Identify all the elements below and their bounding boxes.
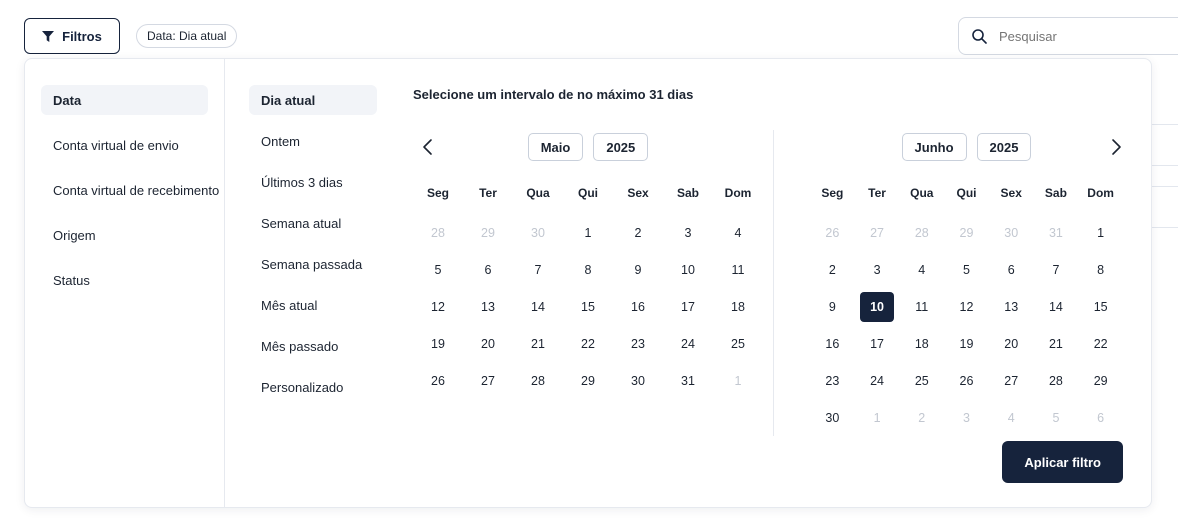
toolbar <box>0 0 1178 60</box>
calendar-day[interactable]: 30 <box>825 410 840 425</box>
calendar-week-row <box>413 214 763 251</box>
calendar-day[interactable]: 31 <box>681 373 695 388</box>
calendar-day[interactable]: 19 <box>959 336 974 351</box>
calendar-day[interactable]: 29 <box>581 373 595 388</box>
calendar-day[interactable]: 28 <box>1048 373 1063 388</box>
weekday-label: Ter <box>868 186 886 200</box>
calendar-day[interactable]: 29 <box>959 225 974 240</box>
search-icon <box>971 28 987 44</box>
preset-label: Últimos 3 dias <box>261 174 343 190</box>
calendar-day[interactable]: 3 <box>684 225 692 240</box>
sidebar-item-label: Conta virtual de envio <box>53 137 179 153</box>
year-select-right-label: 2025 <box>989 139 1019 155</box>
calendar-day[interactable]: 29 <box>481 225 495 240</box>
calendar-day[interactable]: 25 <box>914 373 929 388</box>
calendars <box>413 130 1123 436</box>
weekday-label: Sex <box>627 186 649 200</box>
sidebar-item-data[interactable] <box>41 85 208 115</box>
calendar-week-row <box>413 325 763 362</box>
preset-semana-passada[interactable] <box>249 249 377 279</box>
calendar-week-row <box>810 362 1123 399</box>
sidebar-item-label: Origem <box>53 227 96 243</box>
sidebar-item-status[interactable] <box>41 265 208 295</box>
filter-chip-date-label: Data: Dia atual <box>147 29 227 43</box>
calendar-week-row <box>810 399 1123 436</box>
weekday-label: Sab <box>1044 186 1067 200</box>
calendar-left-header <box>413 130 763 164</box>
search-box[interactable] <box>958 17 1178 55</box>
calendar-week-row <box>413 251 763 288</box>
calendar-day[interactable]: 3 <box>873 262 881 277</box>
calendar-day[interactable]: 14 <box>1048 299 1063 314</box>
filters-button-label: Filtros <box>62 28 102 44</box>
next-month-icon[interactable] <box>1103 134 1129 160</box>
calendar-day[interactable]: 26 <box>825 225 840 240</box>
weekday-label: Qui <box>956 186 977 200</box>
calendar-day[interactable]: 6 <box>1097 410 1105 425</box>
preset-mes-passado[interactable] <box>249 331 377 361</box>
calendar-day[interactable]: 24 <box>681 336 695 351</box>
calendar-day[interactable]: 24 <box>870 373 885 388</box>
apply-filter-button[interactable]: Aplicar filtro <box>1002 441 1123 483</box>
calendar-day[interactable]: 21 <box>1048 336 1063 351</box>
preset-semana-atual[interactable] <box>249 208 377 238</box>
calendar-day[interactable]: 5 <box>1052 410 1060 425</box>
calendar-day[interactable]: 29 <box>1093 373 1108 388</box>
calendar-day[interactable]: 11 <box>915 299 929 314</box>
calendar-day[interactable]: 31 <box>1048 225 1063 240</box>
calendar-day[interactable]: 16 <box>631 299 645 314</box>
month-select-right[interactable] <box>902 133 967 161</box>
year-select-right[interactable] <box>977 133 1032 161</box>
calendar-day[interactable]: 7 <box>1052 262 1060 277</box>
calendar-day[interactable]: 1 <box>734 373 742 388</box>
calendar-day[interactable]: 15 <box>1093 299 1108 314</box>
calendar-day[interactable]: 27 <box>1004 373 1019 388</box>
preset-label: Mês atual <box>261 297 318 313</box>
preset-label: Mês passado <box>261 338 339 354</box>
calendar-day[interactable]: 4 <box>734 225 742 240</box>
weekday-label: Dom <box>1087 186 1114 200</box>
calendar-left <box>413 130 763 436</box>
sidebar-item-label: Status <box>53 272 90 288</box>
calendar-right-header <box>810 130 1123 164</box>
prev-month-icon[interactable] <box>415 134 441 160</box>
search-input[interactable] <box>997 28 1167 45</box>
calendar-day[interactable]: 8 <box>1097 262 1105 277</box>
weekday-label: Sex <box>1000 186 1022 200</box>
preset-mes-atual[interactable] <box>249 290 377 320</box>
calendar-day[interactable]: 12 <box>959 299 974 314</box>
preset-ultimos-3-dias[interactable] <box>249 167 377 197</box>
preset-personalizado[interactable] <box>249 372 377 402</box>
calendar-week-row <box>810 288 1123 325</box>
calendar-day[interactable]: 19 <box>431 336 445 351</box>
calendar-day[interactable]: 13 <box>481 299 495 314</box>
calendar-day[interactable]: 27 <box>481 373 495 388</box>
sidebar-item-label: Data <box>53 92 82 108</box>
calendar-day[interactable]: 3 <box>963 410 970 425</box>
calendar-day[interactable]: 23 <box>825 373 840 388</box>
preset-label: Semana passada <box>261 256 363 272</box>
preset-label: Personalizado <box>261 379 344 395</box>
weekday-row-left <box>413 180 763 214</box>
sidebar-item-origem[interactable] <box>41 220 208 250</box>
filters-button[interactable] <box>24 18 120 54</box>
calendar-day[interactable]: 7 <box>534 262 542 277</box>
calendar-day[interactable]: 26 <box>431 373 445 388</box>
calendar-day[interactable]: 14 <box>531 299 545 314</box>
calendar-day[interactable]: 9 <box>828 299 836 314</box>
year-select-left[interactable] <box>593 133 648 161</box>
month-select-left[interactable] <box>528 133 584 161</box>
funnel-icon <box>42 31 54 42</box>
calendar-day[interactable]: 10 <box>855 288 900 325</box>
calendar-day[interactable]: 1 <box>1097 225 1105 240</box>
date-preset-list <box>225 59 393 507</box>
calendar-day[interactable]: 6 <box>1007 262 1015 277</box>
month-select-left-label: Maio <box>540 139 571 155</box>
weekday-label: Seg <box>821 186 844 200</box>
calendar-day[interactable]: 25 <box>731 336 745 351</box>
sidebar-item-conta-virtual-recebimento[interactable] <box>41 175 220 205</box>
filter-chip-date[interactable] <box>136 24 237 48</box>
calendar-area <box>393 59 1151 507</box>
calendar-day[interactable]: 1 <box>584 225 592 240</box>
weekday-row-right <box>810 180 1123 214</box>
preset-label: Semana atual <box>261 215 342 231</box>
weekday-label: Dom <box>724 186 752 200</box>
preset-label: Dia atual <box>261 92 316 108</box>
calendar-left-grid <box>413 214 763 399</box>
calendar-day[interactable]: 2 <box>918 410 926 425</box>
calendar-day[interactable]: 5 <box>963 262 970 277</box>
weekday-label: Seg <box>426 186 449 200</box>
weekday-label: Ter <box>479 186 497 200</box>
calendar-day[interactable]: 23 <box>631 336 645 351</box>
calendar-day[interactable]: 18 <box>731 299 745 314</box>
filters-panel <box>24 58 1152 508</box>
calendar-day[interactable]: 17 <box>681 299 695 314</box>
calendar-day[interactable]: 13 <box>1004 299 1019 314</box>
calendar-day[interactable]: 20 <box>481 336 495 351</box>
calendar-day[interactable]: 6 <box>484 262 492 277</box>
calendar-day[interactable]: 28 <box>914 225 929 240</box>
weekday-label: Qua <box>526 186 550 200</box>
weekday-label: Qui <box>578 186 598 200</box>
sidebar-item-conta-virtual-envio[interactable] <box>41 130 208 160</box>
calendar-day[interactable]: 18 <box>914 336 929 351</box>
calendar-day[interactable]: 9 <box>634 262 642 277</box>
calendar-day[interactable]: 28 <box>531 373 545 388</box>
calendar-day[interactable]: 26 <box>959 373 974 388</box>
sidebar-item-label: Conta virtual de recebimento <box>53 182 220 198</box>
year-select-left-label: 2025 <box>606 139 636 155</box>
calendar-day[interactable]: 30 <box>1004 225 1019 240</box>
calendar-day[interactable]: 11 <box>731 262 745 277</box>
weekday-label: Sab <box>676 186 699 200</box>
filter-category-list <box>25 59 225 507</box>
weekday-label: Qua <box>910 186 934 200</box>
calendar-day[interactable]: 17 <box>870 336 885 351</box>
calendar-day[interactable]: 22 <box>581 336 595 351</box>
calendar-day[interactable]: 2 <box>828 262 836 277</box>
calendar-day[interactable]: 22 <box>1093 336 1108 351</box>
calendar-day[interactable]: 21 <box>531 336 545 351</box>
preset-ontem[interactable] <box>249 126 377 156</box>
calendar-right <box>773 130 1123 436</box>
calendar-day[interactable]: 10 <box>681 262 695 277</box>
calendar-week-row <box>413 362 763 399</box>
calendar-day[interactable]: 30 <box>531 225 545 240</box>
calendar-week-row <box>413 288 763 325</box>
calendar-week-row <box>810 214 1123 251</box>
calendar-day[interactable]: 27 <box>870 225 885 240</box>
calendar-day[interactable]: 30 <box>631 373 645 388</box>
month-select-right-label: Junho <box>914 139 954 155</box>
calendar-day[interactable]: 8 <box>584 262 592 277</box>
calendar-day[interactable]: 4 <box>1007 410 1015 425</box>
calendar-week-row <box>810 251 1123 288</box>
calendar-day[interactable]: 28 <box>431 225 445 240</box>
calendar-week-row <box>810 325 1123 362</box>
calendar-right-grid <box>810 214 1123 436</box>
calendar-day[interactable]: 20 <box>1004 336 1019 351</box>
calendar-day[interactable]: 15 <box>581 299 595 314</box>
calendar-day[interactable]: 1 <box>873 410 881 425</box>
calendar-day[interactable]: 12 <box>431 299 445 314</box>
calendar-day[interactable]: 4 <box>918 262 926 277</box>
calendar-day[interactable]: 2 <box>634 225 642 240</box>
preset-label: Ontem <box>261 133 301 149</box>
calendar-day[interactable]: 5 <box>434 262 442 277</box>
preset-dia-atual[interactable] <box>249 85 377 115</box>
calendar-day[interactable]: 16 <box>825 336 840 351</box>
calendar-hint: Selecione um intervalo de no máximo 31 dias <box>413 87 694 102</box>
